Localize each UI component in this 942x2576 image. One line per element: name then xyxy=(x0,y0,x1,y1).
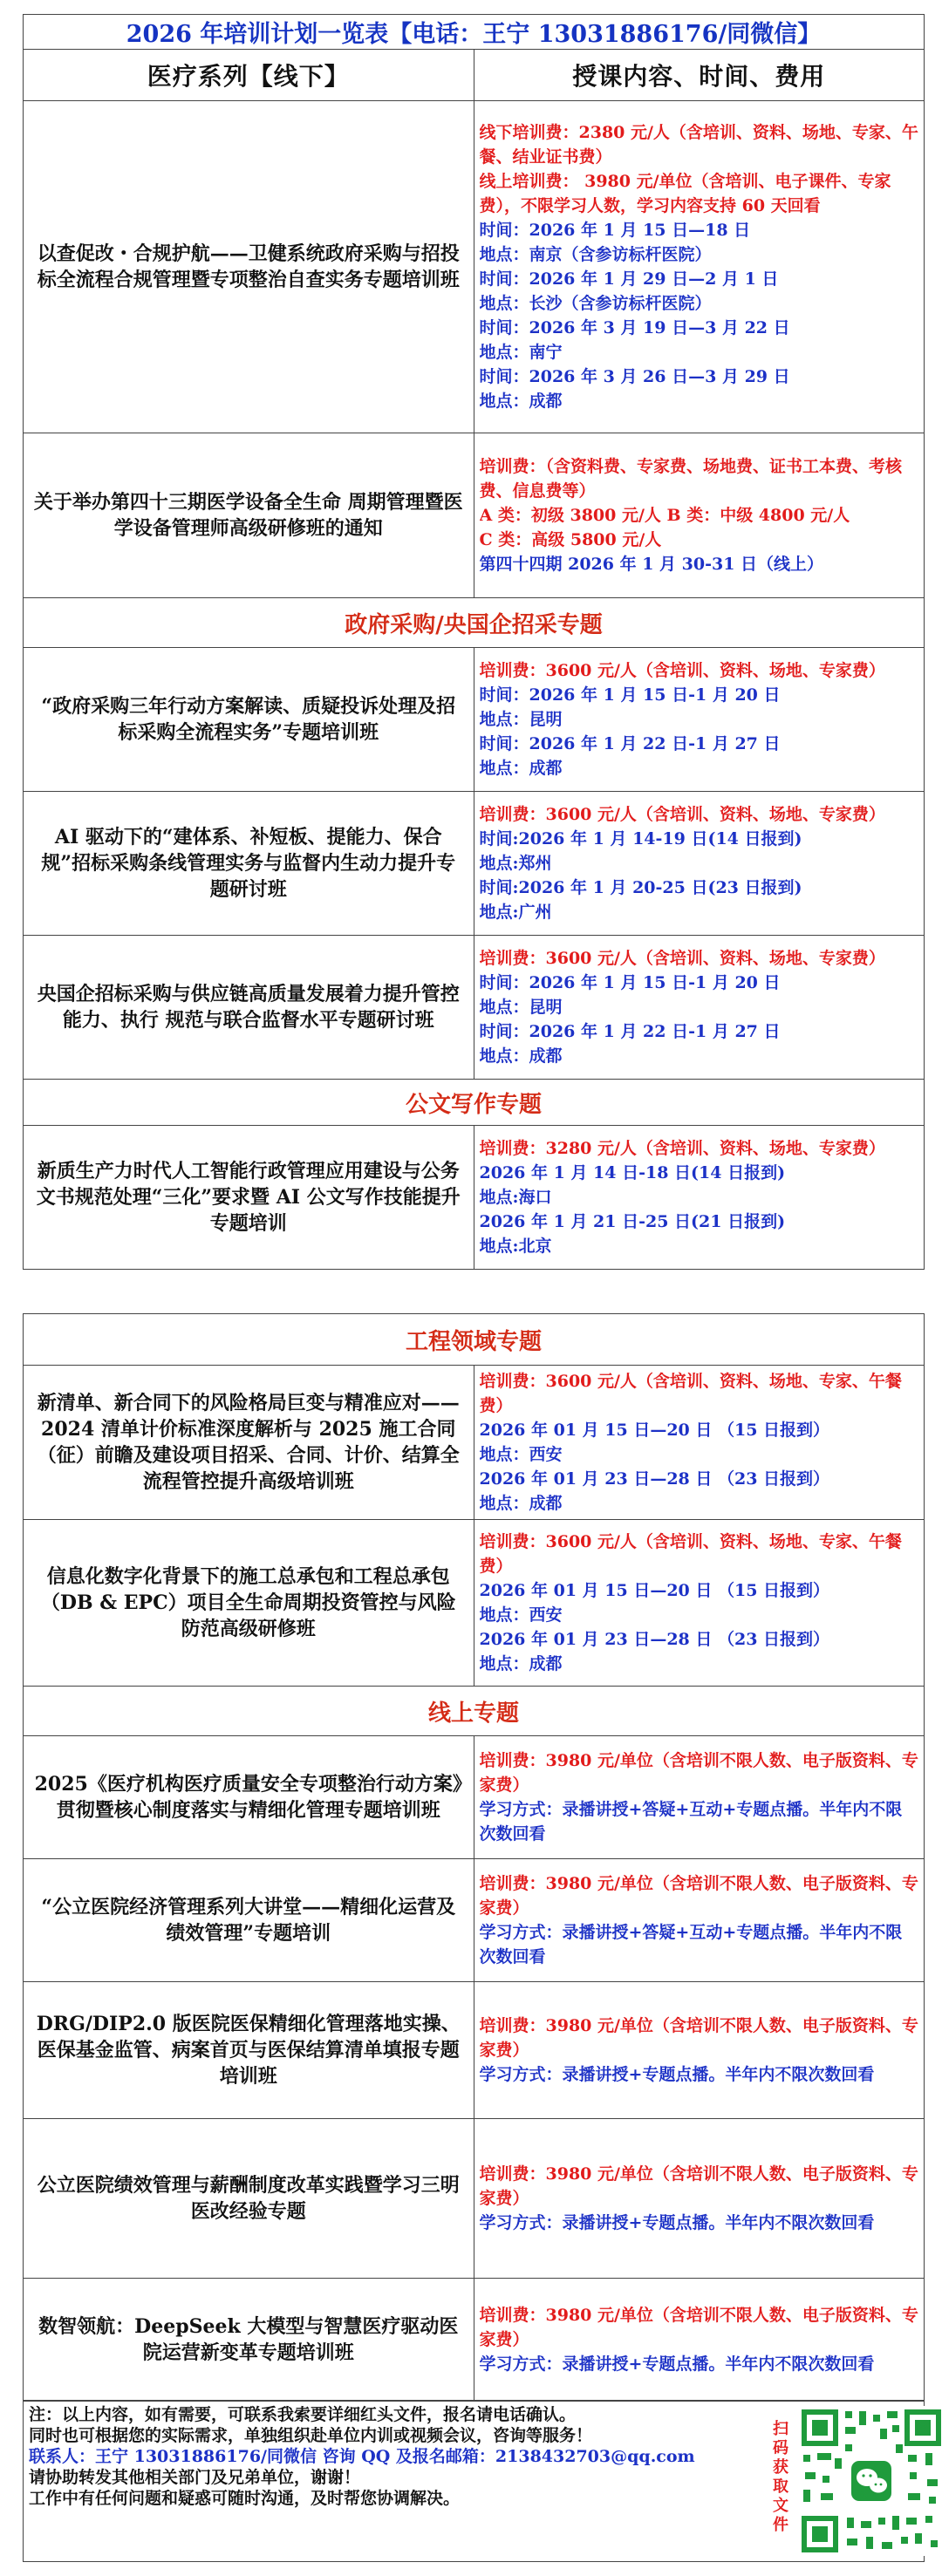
schedule-table-part2 xyxy=(23,1313,925,2402)
course-title: 央国企招标采购与供应链高质量发展着力提升管控能力、执行 规范与联合监督水平专题研讨班 xyxy=(24,936,474,1080)
time-text: 时间：2026 年 1 月 15 日-1 月 20 日 xyxy=(479,973,781,992)
location-text: 地点：西安 xyxy=(479,1445,563,1464)
course-details xyxy=(474,1736,925,1859)
location-text: 地点：成都 xyxy=(479,1494,563,1513)
time-text: 时间:2026 年 1 月 20-25 日(23 日报到) xyxy=(479,878,802,897)
table-row xyxy=(24,2279,925,2402)
location-text: 地点：西安 xyxy=(479,1605,563,1625)
notes-text xyxy=(29,2404,761,2509)
study-mode-text: 学习方式：录播讲授+答疑+互动+专题点播。半年内不限次数回看 xyxy=(479,1923,903,1966)
table-row xyxy=(24,1859,925,1982)
table-row xyxy=(24,101,925,433)
course-title: 信息化数字化背景下的施工总承包和工程总承包（DB & EPC）项目全生命周期投资管控与风险防范高级研修班 xyxy=(24,1520,474,1687)
footer-notes xyxy=(23,2400,925,2562)
wechat-qr-code[interactable] xyxy=(798,2406,942,2556)
table-row xyxy=(24,2119,925,2279)
time-text: 2026 年 01 月 15 日—20 日 （15 日报到） xyxy=(479,1421,830,1440)
course-details xyxy=(474,1982,925,2119)
time-text: 2026 年 01 月 23 日—28 日 （23 日报到） xyxy=(479,1630,830,1649)
table-row xyxy=(24,1520,925,1687)
note-line: 请协助转发其他相关部门及兄弟单位，谢谢！ xyxy=(29,2468,361,2487)
location-text: 地点：成都 xyxy=(479,1654,563,1673)
course-details xyxy=(474,1520,925,1687)
fee-text: C 类：高级 5800 元/人 xyxy=(479,530,662,549)
course-details xyxy=(474,1859,925,1982)
time-text: 2026 年 01 月 15 日—20 日 （15 日报到） xyxy=(479,1581,830,1600)
time-text: 时间:2026 年 1 月 14-19 日(14 日报到) xyxy=(479,829,802,848)
study-mode-text: 学习方式：录播讲授+专题点播。半年内不限次数回看 xyxy=(479,2355,875,2374)
location-text: 地点:北京 xyxy=(479,1237,552,1256)
fee-text: 培训费：3600 元/人（含培训、资料、场地、专家费） xyxy=(479,949,885,968)
course-details xyxy=(474,2119,925,2279)
fee-text: 线上培训费： 3980 元/单位（含培训、电子课件、专家费），不限学习人数，学习内容支持 60 天回看 xyxy=(479,172,891,215)
fee-text: 培训费：3980 元/单位（含培训不限人数、电子版资料、专家费） xyxy=(479,1751,918,1795)
time-text: 第四十四期 2026 年 1 月 30-31 日（线上） xyxy=(479,555,824,574)
course-details xyxy=(474,433,925,598)
location-text: 地点:广州 xyxy=(479,903,552,922)
note-line: 注：以上内容，如有需要，可联系我索要详细红头文件，报名请电话确认。 xyxy=(29,2405,577,2424)
schedule-table-part1 xyxy=(23,14,925,1270)
table-row xyxy=(24,1366,925,1520)
table-row xyxy=(24,1126,925,1270)
table-row xyxy=(24,936,925,1080)
course-title: 以查促改・合规护航——卫健系统政府采购与招投标全流程合规管理暨专项整治自查实务专题培训班 xyxy=(24,101,474,433)
column-header-course: 医疗系列【线下】 xyxy=(24,50,474,101)
fee-text: 培训费：3600 元/人（含培训、资料、场地、专家、午餐费） xyxy=(479,1532,902,1576)
location-text: 地点:海口 xyxy=(479,1188,552,1207)
fee-text: 线下培训费：2380 元/人（含培训、资料、场地、专家、午餐、结业证书费） xyxy=(479,123,918,167)
section-header-writing: 公文写作专题 xyxy=(24,1080,925,1126)
note-line: 工作中有任何问题和疑惑可随时沟通，及时帮您协调解决。 xyxy=(29,2489,461,2508)
course-details xyxy=(474,101,925,433)
course-title: 2025《医疗机构医疗质量安全专项整治行动方案》贯彻暨核心制度落实与精细化管理专题培训班 xyxy=(24,1736,474,1859)
study-mode-text: 学习方式：录播讲授+专题点播。半年内不限次数回看 xyxy=(479,2213,875,2232)
location-text: 地点：成都 xyxy=(479,1046,563,1066)
table-row xyxy=(24,648,925,792)
fee-text: 培训费：3600 元/人（含培训、资料、场地、专家费） xyxy=(479,805,885,824)
table-row xyxy=(24,1982,925,2119)
course-title: 新清单、新合同下的风险格局巨变与精准应对——2024 清单计价标准深度解析与 2025 施工合同（征）前瞻及建设项目招采、合同、计价、结算全流程管控提升高级培训班 xyxy=(24,1366,474,1520)
fee-text: 培训费：3980 元/单位（含培训不限人数、电子版资料、专家费） xyxy=(479,2306,918,2349)
course-details xyxy=(474,936,925,1080)
course-title: 公立医院绩效管理与薪酬制度改革实践暨学习三明医改经验专题 xyxy=(24,2119,474,2279)
time-text: 时间：2026 年 3 月 19 日—3 月 22 日 xyxy=(479,318,790,337)
time-text: 时间：2026 年 1 月 29 日—2 月 1 日 xyxy=(479,269,779,289)
course-title: 关于举办第四十三期医学设备全生命 周期管理暨医学设备管理师高级研修班的通知 xyxy=(24,433,474,598)
page-title: 2026 年培训计划一览表【电话：王宁 13031886176/同微信】 xyxy=(24,15,925,50)
fee-text: 培训费：（含资料费、专家费、场地费、证书工本费、考核费、信息费等） xyxy=(479,457,903,501)
time-text: 时间：2026 年 1 月 22 日-1 月 27 日 xyxy=(479,1022,781,1041)
location-text: 地点：昆明 xyxy=(479,710,563,729)
column-header-details: 授课内容、时间、费用 xyxy=(474,50,925,101)
time-text: 2026 年 01 月 23 日—28 日 （23 日报到） xyxy=(479,1469,830,1489)
study-mode-text: 学习方式：录播讲授+专题点播。半年内不限次数回看 xyxy=(479,2065,875,2084)
location-text: 地点:郑州 xyxy=(479,854,552,873)
note-line: 同时也可根据您的实际需求，单独组织赴单位内训或视频会议，咨询等服务！ xyxy=(29,2426,593,2445)
section-header-online: 线上专题 xyxy=(24,1687,925,1736)
course-title: DRG/DIP2.0 版医院医保精细化管理落地实操、医保基金监管、病案首页与医保结算清单填报专题培训班 xyxy=(24,1982,474,2119)
study-mode-text: 学习方式：录播讲授+答疑+互动+专题点播。半年内不限次数回看 xyxy=(479,1800,903,1843)
course-title: “政府采购三年行动方案解读、质疑投诉处理及招标采购全流程实务”专题培训班 xyxy=(24,648,474,792)
location-text: 地点：南宁 xyxy=(479,343,563,362)
fee-text: 培训费：3600 元/人（含培训、资料、场地、专家费） xyxy=(479,661,885,680)
course-title: 数智领航：DeepSeek 大模型与智慧医疗驱动医院运营新变革专题培训班 xyxy=(24,2279,474,2402)
location-text: 地点：昆明 xyxy=(479,998,563,1017)
course-details xyxy=(474,2279,925,2402)
location-text: 地点：成都 xyxy=(479,392,563,411)
course-title: 新质生产力时代人工智能行政管理应用建设与公务文书规范处理“三化”要求暨 AI 公文写作技能提升专题培训 xyxy=(24,1126,474,1270)
contact-line: 联系人：王宁 13031886176/同微信 咨询 QQ 及报名邮箱：2138432703@qq.com xyxy=(29,2447,695,2466)
fee-text: A 类：初级 3800 元/人 B 类：中级 4800 元/人 xyxy=(479,506,850,525)
location-text: 地点：成都 xyxy=(479,759,563,778)
table-row xyxy=(24,792,925,936)
wechat-icon xyxy=(849,2458,894,2504)
course-title: AI 驱动下的“建体系、补短板、提能力、保合规”招标采购条线管理实务与监督内生动力提升专题研讨班 xyxy=(24,792,474,936)
section-header-gov: 政府采购/央国企招采专题 xyxy=(24,598,925,648)
course-title: “公立医院经济管理系列大讲堂——精细化运营及绩效管理”专题培训 xyxy=(24,1859,474,1982)
fee-text: 培训费：3980 元/单位（含培训不限人数、电子版资料、专家费） xyxy=(479,2164,918,2208)
fee-text: 培训费：3280 元/人（含培训、资料、场地、专家费） xyxy=(479,1139,885,1158)
course-details xyxy=(474,1126,925,1270)
section-header-engineering: 工程领域专题 xyxy=(24,1314,925,1366)
time-text: 时间：2026 年 1 月 22 日-1 月 27 日 xyxy=(479,734,781,753)
location-text: 地点：南京（含参访标杆医院） xyxy=(479,245,712,264)
location-text: 地点：长沙（含参访标杆医院） xyxy=(479,294,712,313)
course-details xyxy=(474,648,925,792)
table-row xyxy=(24,1736,925,1859)
table-row xyxy=(24,433,925,598)
course-details xyxy=(474,792,925,936)
time-text: 时间：2026 年 3 月 26 日—3 月 29 日 xyxy=(479,367,790,386)
time-text: 2026 年 1 月 14 日-18 日(14 日报到) xyxy=(479,1163,786,1182)
fee-text: 培训费：3600 元/人（含培训、资料、场地、专家、午餐费） xyxy=(479,1372,902,1415)
fee-text: 培训费：3980 元/单位（含培训不限人数、电子版资料、专家费） xyxy=(479,1874,918,1918)
fee-text: 培训费：3980 元/单位（含培训不限人数、电子版资料、专家费） xyxy=(479,2016,918,2060)
time-text: 时间：2026 年 1 月 15 日—18 日 xyxy=(479,221,751,240)
time-text: 时间：2026 年 1 月 15 日-1 月 20 日 xyxy=(479,685,781,705)
time-text: 2026 年 1 月 21 日-25 日(21 日报到) xyxy=(479,1212,786,1231)
scan-qr-label: 扫码获取文件 xyxy=(773,2420,788,2534)
course-details xyxy=(474,1366,925,1520)
